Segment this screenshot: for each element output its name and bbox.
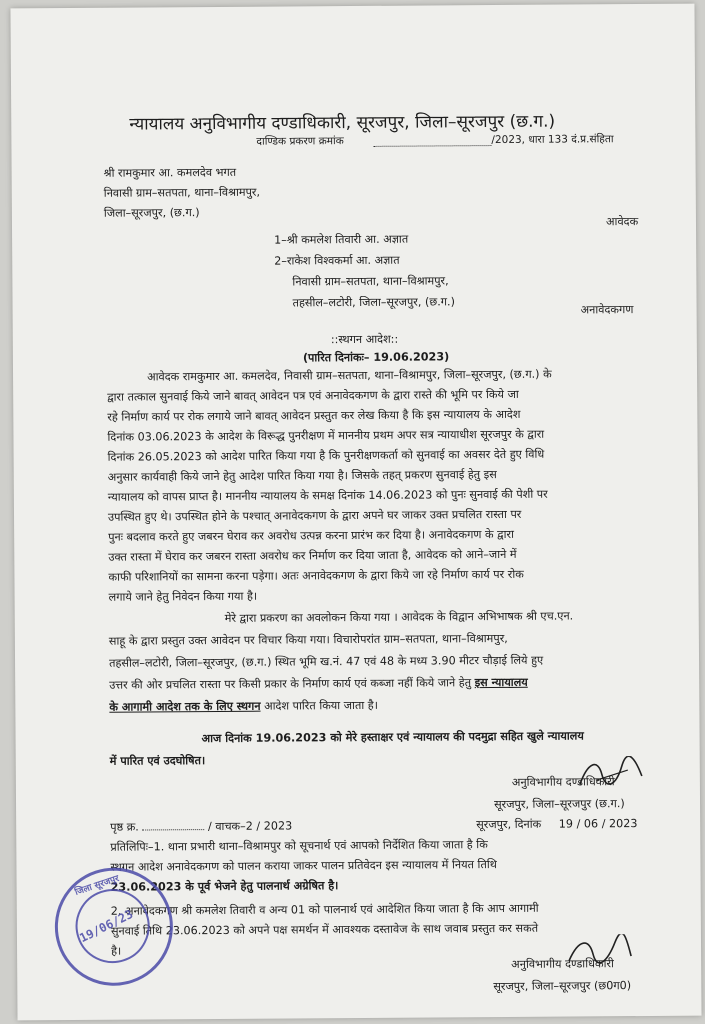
ref-label: पृष्ठ क्र. — [110, 820, 139, 834]
para2-line-1: मेरे द्वारा प्रकरण का अवलोकन किया गया । आवेदक के विद्वान अभिभाषक श्री एच.एन. — [224, 609, 574, 625]
para1-line-2: द्वारा तत्काल सुनवाई किये जाने बावत् आवेदन पत्र एवं अनावेदकगण के द्वारा रास्ते की भूमि पर किये जा — [107, 387, 519, 404]
order-title: ::स्थगन आदेश:: — [330, 332, 399, 347]
stamp-text: जिला सूरजपुर — [73, 873, 121, 898]
para2-last-bold: के आगामी आदेश तक के लिए स्थगन — [109, 699, 261, 714]
para1-line-11: काफी परिशानियों का सामना करना पड़ेगा। अतः अनावेदकगण के द्वारा किये जा रहे निर्माण कार्य पर रोक — [108, 567, 524, 584]
case-number-tail: /2023, धारा 133 दं.प्र.संहिता — [491, 133, 614, 147]
respondent-2: 2–राकेश विश्वकर्मा आ. अज्ञात — [274, 253, 400, 268]
signature-1-place: सूरजपुर, जिला–सूरजपुर (छ.ग.) — [494, 797, 625, 812]
ref-tail: / वाचक–2 / 2023 — [207, 819, 293, 834]
endorsement-place-date — [476, 816, 637, 832]
para1-line-8: उपस्थित हुए थे। उपस्थित होने के पश्चात् अनावेदकगण के द्वारा अपने घर जाकर उक्त प्रचलित रास्ता पर — [107, 507, 522, 524]
para1-line-9: पुनः बदलाव करते हुए जबरन घेराव कर अवरोध उत्पन्न करना प्रारंभ कर दिया है। अनावेदकगण के द्वारा — [108, 527, 515, 544]
para1-line-7: न्यायालय को वापस प्राप्त है। माननीय न्यायालय के समक्ष दिनांक 14.06.2023 को पुनः सुनवाई की पेशी पर — [107, 487, 548, 504]
endorsement-ref — [110, 818, 292, 834]
signature-2-title: अनुविभागीय दण्डाधिकारी — [511, 957, 614, 971]
copy2-line-3: है। — [111, 944, 122, 958]
para3-line-1: आज दिनांक 19.06.2023 को मेरे हस्ताक्षर एवं न्यायालय की पदमुद्रा सहित खुले न्यायालय — [201, 729, 584, 746]
case-number-label: दाण्डिक प्रकरण क्रमांक — [256, 135, 344, 148]
para2-line-4-text: उत्तर की ओर प्रचलित रास्ता पर किसी प्रकार के निर्माण कार्य एवं कब्जा नहीं किये जाने हेतु — [109, 676, 472, 692]
para2-line-4 — [109, 675, 528, 693]
case-number-blank — [373, 133, 491, 147]
applicant-address-1: निवासी ग्राम–सतपता, थाना–विश्रामपुर, — [103, 185, 261, 200]
endorsement-date: 19 / 06 / 2023 — [558, 817, 638, 831]
para1-line-12: लगाये जाने हेतु निवेदन किया गया है। — [108, 589, 258, 604]
respondent-address-2: तहसील–लटोरी, जिला–सूरजपुर, (छ.ग.) — [292, 295, 455, 310]
signature-2-place: सूरजपुर, जिला–सूरजपुर (छ0ग0) — [493, 979, 632, 994]
para1-line-10: उक्त रास्ता में घेराव कर जबरन रास्ता अवरोध कर निर्माण कर दिया जाता है, आवेदक को आने–जाने में — [108, 547, 517, 564]
ref-number-blank — [142, 829, 204, 830]
respondent-address-1: निवासी ग्राम–सतपता, थाना–विश्रामपुर, — [292, 274, 449, 289]
applicant-name: श्री रामकुमार आ. कमलदेव भगत — [103, 165, 237, 180]
copy1-line-1: प्रतिलिपिः–1. थाना प्रभारी थाना–विश्रामपुर को सूचनार्थ एवं आपको निर्देशित किया जाता है कि — [110, 838, 488, 854]
para1-line-5: दिनांक 26.05.2023 को आदेश पारित किया गया है कि पुनरीक्षणकर्ता को सुनवाई का अवसर देते हुए विधि — [107, 447, 545, 464]
official-seal-stamp — [39, 852, 188, 1001]
para1-line-3: रहे निर्माण कार्य पर रोक लगाये जाने बावत् आवेदन प्रस्तुत कर लेख किया है कि इस न्यायालय के आदेश — [107, 407, 521, 424]
para2-line-2: साहू के द्वारा प्रस्तुत उक्त आवेदन पर विचार किया गया। विचारोपरांत ग्राम–सतपता, थाना–विश्रामपुर, — [108, 631, 508, 648]
place-date-label: सूरजपुर, दिनांक — [476, 817, 542, 832]
applicant-role: आवेदक — [605, 215, 639, 229]
para3-line-2: में पारित एवं उदघोषित। — [109, 754, 206, 768]
para1-line-1: आवेदक रामकुमार आ. कमलदेव, निवासी ग्राम–सतपता, थाना–विश्रामपुर, जिला–सूरजपुर, (छ.ग.) के — [147, 367, 552, 384]
para1-line-6: अनुसार कार्यवाही किये जाने हेतु आदेश पारित किया गया है। जिसके तहत् प्रकरण सुनवाई हेतु इस — [107, 468, 497, 484]
court-title: न्यायालय अनुविभागीय दण्डाधिकारी, सूरजपुर, जिला–सूरजपुर (छ.ग.) — [129, 111, 556, 135]
order-document — [10, 4, 701, 1021]
respondent-role: अनावेदकगण — [580, 303, 634, 317]
para2-line-5 — [109, 698, 378, 715]
para1-line-4: दिनांक 03.06.2023 के आदेश के विरूद्ध पुनरीक्षण में माननीय प्रथम अपर सत्र न्यायाधीश सूरजपुर के द्वारा — [107, 427, 545, 444]
signature-1-title: अनुविभागीय दण्डाधिकारी — [511, 775, 615, 789]
para2-line-3: तहसील–लटोरी, जिला–सूरजपुर, (छ.ग.) स्थित भूमि ख.नं. 47 एवं 48 के मध्य 3.90 मीटर चौड़ाई लिये हुए — [109, 653, 544, 670]
respondent-1: 1–श्री कमलेश तिवारी आ. अज्ञात — [274, 232, 409, 247]
stamp-date: 19/06/23 — [77, 906, 136, 946]
copy1-line-2: स्थगन आदेश अनावेदकगण को पालन कराया जाकर पालन प्रतिवेदन इस न्यायालय में नियत तिथि — [110, 858, 497, 874]
copy2-line-1: 2. अनावेदकगण श्री कमलेश तिवारी व अन्य 01 को पालनार्थ एवं आदेशित किया जाता है कि आप आगामी — [110, 901, 539, 918]
copy1-line-3: 23.06.2023 के पूर्व भेजने हेतु पालनार्थ अग्रेषित है। — [110, 879, 339, 894]
order-date-line: (पारित दिनांकः– 19.06.2023) — [302, 350, 450, 365]
para2-bold-tail: इस न्यायालय — [474, 675, 528, 690]
para2-last-rest: आदेश पारित किया जाता है। — [260, 698, 378, 713]
copy2-line-2: सुनवाई तिथि 23.06.2023 को अपने पक्ष समर्थन में आवश्यक दस्तावेज के साथ जवाब प्रस्तुत कर सकते — [110, 921, 539, 938]
applicant-address-2: जिला–सूरजपुर, (छ.ग.) — [103, 206, 200, 220]
